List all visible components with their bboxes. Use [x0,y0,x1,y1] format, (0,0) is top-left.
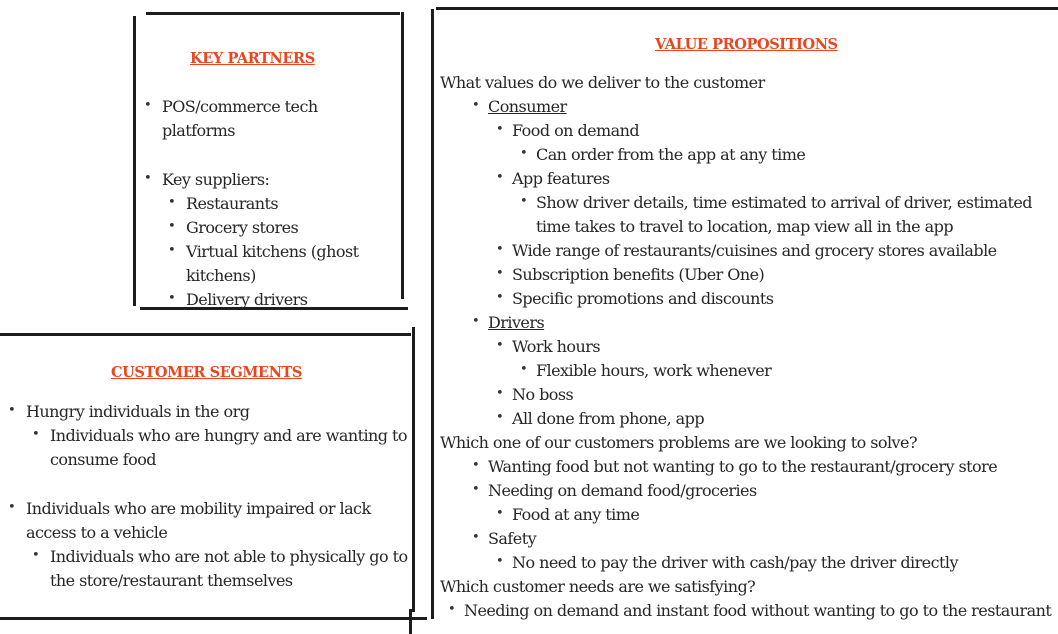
customer-segments-border-top [0,333,411,336]
key-partners-border-left [133,16,136,306]
list-item-text: Safety [488,529,537,548]
list-item-text: Individuals who are mobility impaired or lack access to a vehicle [26,499,371,542]
question-text: Which customer needs are we satisfying? [440,577,756,596]
list-item-text: Wide range of restaurants/cuisines and grocery stores available [512,241,997,260]
list-item-text: Can order from the app at any time [536,145,806,164]
list-item-text: Food on demand [512,121,640,140]
bullet-icon: • [144,171,152,186]
list-item-text: Food at any time [512,505,640,524]
list-item-text: Delivery drivers [186,290,308,309]
bullet-icon: • [8,500,16,515]
customer-segments-heading: CUSTOMER SEGMENTS [111,364,303,381]
bullet-icon: • [32,427,40,442]
list-item-text: Needing on demand food/groceries [488,481,757,500]
value-propositions-border-top [436,7,1058,10]
list-item-text: App features [512,169,610,188]
list-item-text: POS/commerce tech platforms [162,97,318,140]
bullet-icon: • [168,291,176,306]
bullet-icon: • [8,403,16,418]
bullet-icon: • [168,195,176,210]
bullet-icon: • [144,98,152,113]
list-item-text: No need to pay the driver with cash/pay the driver directly [512,553,958,572]
list-item-text: Individuals who are hungry and are wanting to consume food [50,426,407,469]
list-item-text: No boss [512,385,574,404]
bullet-icon: • [32,548,40,563]
list-item-text: Key suppliers: [162,170,270,189]
subheading-consumer: Consumer [488,97,567,116]
list-item-text: Show driver details, time estimated to arrival of driver, estimated time takes to travel to location, map view all in the app [536,193,1032,236]
list-item-text: Needing on demand and instant food without wanting to go to the restaurant [464,601,1052,620]
list-item-text: Wanting food but not wanting to go to the restaurant/grocery store [488,457,998,476]
list-item-text: Restaurants [186,194,279,213]
list-item-text: Work hours [512,337,601,356]
list-item-text: Subscription benefits (Uber One) [512,265,765,284]
customer-segments-border-right [412,327,415,612]
list-item-text: Virtual kitchens (ghost kitchens) [186,242,359,285]
list-item-text: Individuals who are not able to physically go to the store/restaurant themselves [50,547,408,590]
subheading-drivers: Drivers [488,313,545,332]
customer-segments-border-tick [409,609,412,634]
value-propositions-heading: VALUE PROPOSITIONS [655,36,838,53]
list-item-text: All done from phone, app [512,409,705,428]
list-item-text: Specific promotions and discounts [512,289,774,308]
value-propositions-border-left [431,9,434,619]
key-partners-border-right [401,12,404,299]
bullet-icon: • [168,243,176,258]
bullet-icon: • [168,219,176,234]
question-text: What values do we deliver to the customer [440,73,765,92]
question-text: Which one of our customers problems are we looking to solve? [440,433,917,452]
key-partners-heading: KEY PARTNERS [190,50,315,67]
list-item-text: Grocery stores [186,218,299,237]
customer-segments-border-bottom [0,617,427,620]
list-item-text: Hungry individuals in the org [26,402,250,421]
list-item-text: Flexible hours, work whenever [536,361,772,380]
key-partners-border-top [146,12,400,15]
